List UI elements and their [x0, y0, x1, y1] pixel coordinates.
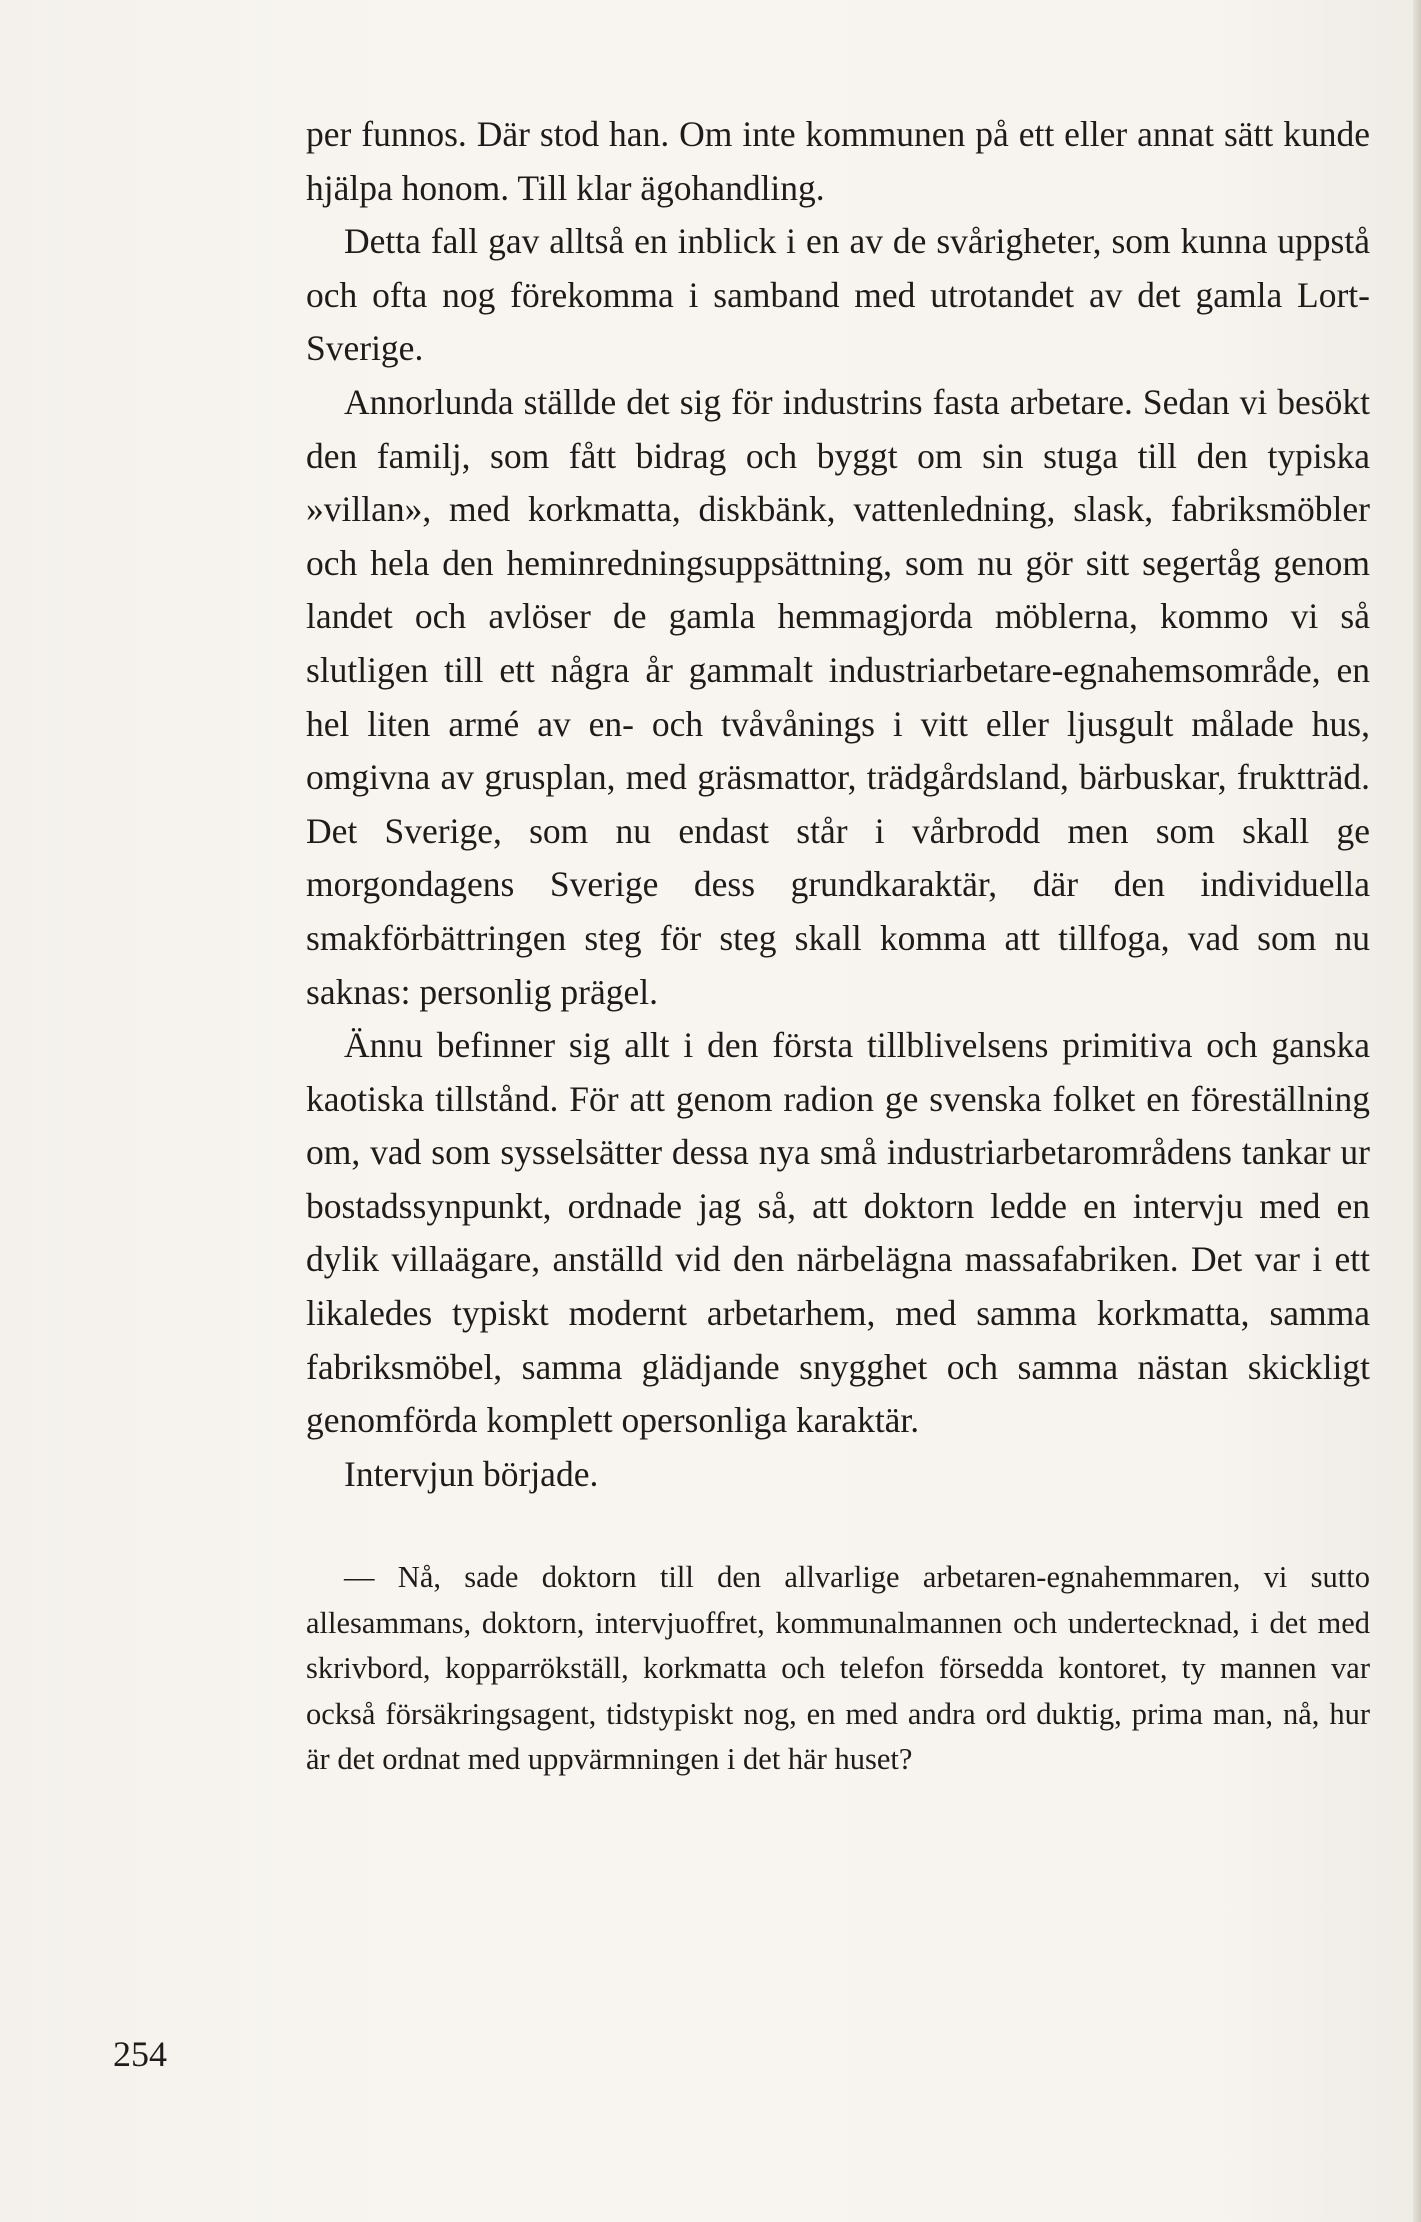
paragraph: Detta fall gav alltså en inblick i en av de svårigheter, som kunna uppstå och ofta nog förekomma i samband med utrotandet av det gamla Lort-Sverige.: [306, 221, 1370, 369]
page-number: 254: [113, 2034, 167, 2074]
page-edge: [1413, 0, 1421, 2222]
paragraph: Ännu befinner sig allt i den första tillblivelsens primitiva och ganska kaotiska tillstånd. För att genom radion ge svenska folket en föreställning om, vad som sysselsätter dessa nya små industriarbetarområdens tankar ur bostadssynpunkt, ordnade jag så, att doktorn ledde en intervju med en dylik villaägare, anställd vid den närbelägna massafabriken. Det var i ett likaledes typiskt modernt arbetarhem, med samma korkmatta, samma fabriksmöbel, samma glädjande snygghet och samma nästan skickligt genomförda komplett opersonliga karaktär.: [306, 1025, 1370, 1441]
dialogue-paragraph: — Nå, sade doktorn till den allvarlige arbetaren-egnahemmaren, vi sutto allesammans, doktorn, intervjuoffret, kommunalmannen och undertecknad, i det med skrivbord, kopparrökställ, korkmatta och telefon försedda kontoret, ty mannen var också försäkringsagent, tidstypiskt nog, en med andra ord duktig, prima man, nå, hur är det ordnat med uppvärmningen i det här huset?: [306, 1560, 1370, 1777]
paragraph-continuation: per funnos. Där stod han. Om inte kommunen på ett eller annat sätt kunde hjälpa honom. Till klar ägohandling.: [306, 114, 1370, 208]
text-block: [306, 108, 1370, 1782]
dialogue-text: [306, 1555, 1370, 1782]
paragraph: Intervjun började.: [344, 1453, 599, 1494]
main-text: [306, 108, 1370, 1501]
paragraph: Annorlunda ställde det sig för industrins fasta arbetare. Sedan vi besökt den familj, som fått bidrag och byggt om sin stuga till den typiska »villan», med korkmatta, diskbänk, vattenledning, slask, fabriksmöbler och hela den heminredningsuppsättning, som nu gör sitt segertåg genom landet och avlöser de gamla hemmagjorda möblerna, kommo vi så slutligen till ett några år gammalt industriarbetare-egnahemsområde, en hel liten armé av en- och tvåvånings i vitt eller ljusgult målade hus, omgivna av grusplan, med gräsmattor, trädgårdsland, bärbuskar, fruktträd. Det Sverige, som nu endast står i vårbrodd men som skall ge morgondagens Sverige dess grundkaraktär, där den individuella smakförbättringen steg för steg skall komma att tillfoga, vad som nu saknas: personlig prägel.: [306, 381, 1370, 1012]
